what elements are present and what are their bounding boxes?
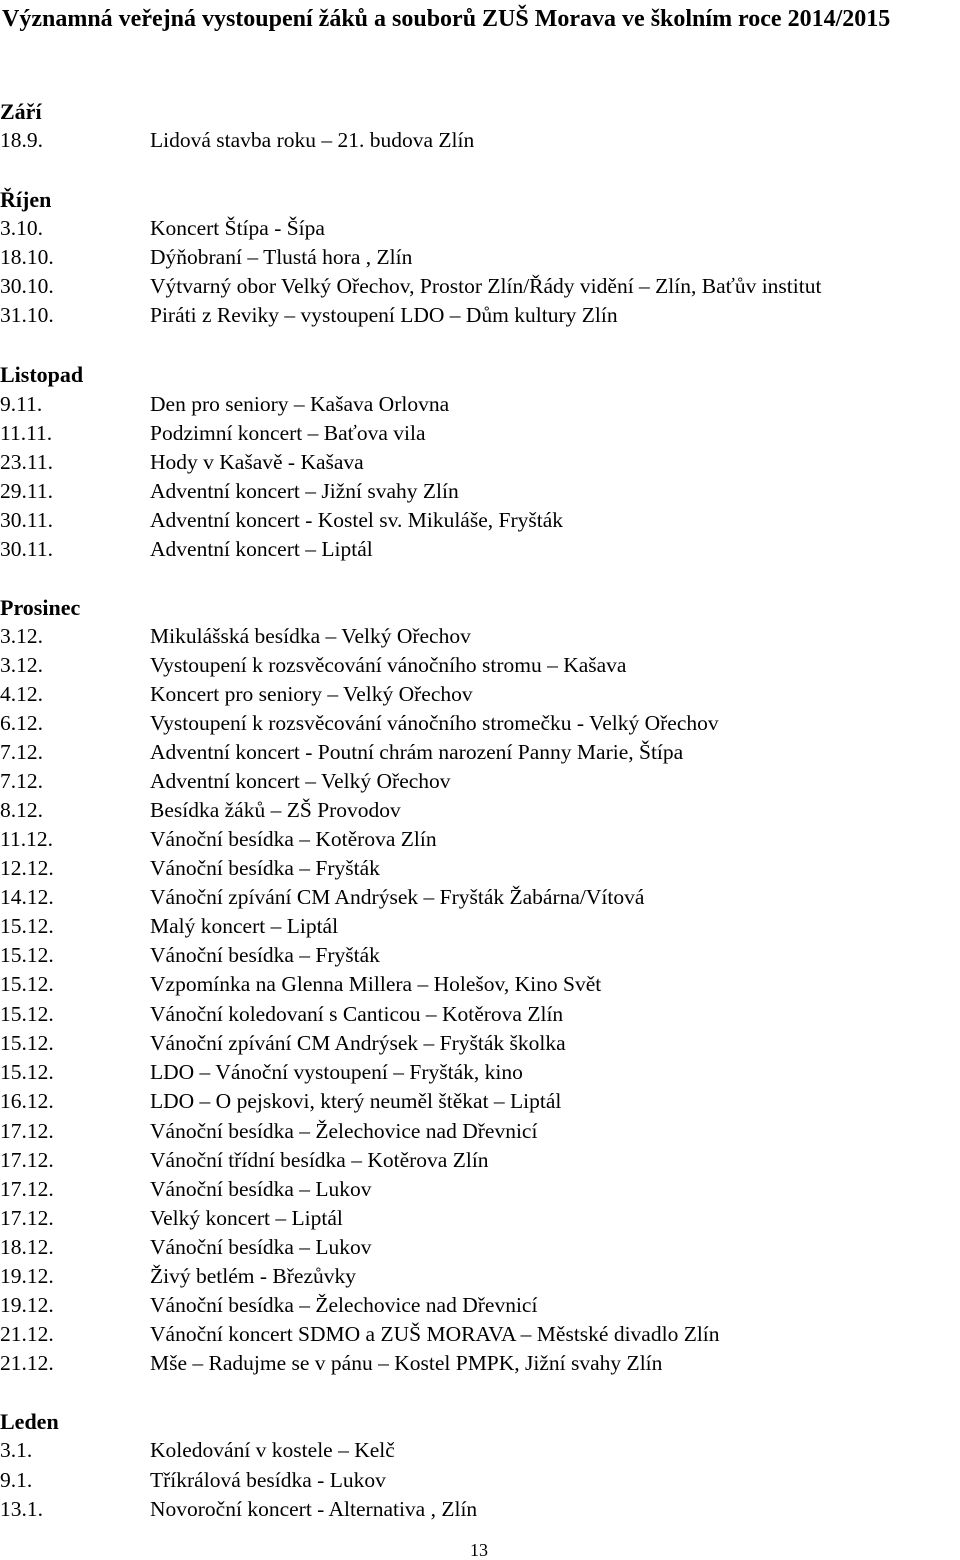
event-description: Vánoční besídka – Fryšták [150,856,380,880]
event-description: Velký koncert – Liptál [150,1206,343,1230]
event-date: 30.11. [0,508,53,532]
document-title: Významná veřejná vystoupení žáků a souborů ZUŠ Morava ve školním roce 2014/2015 [2,6,891,32]
event-date: 3.1. [0,1438,33,1462]
event-date: 16.12. [0,1089,54,1113]
event-date: 21.12. [0,1322,54,1346]
event-date: 17.12. [0,1119,54,1143]
event-description: Vystoupení k rozsvěcování vánočního stromečku - Velký Ořechov [150,711,719,735]
page-number: 13 [470,1540,488,1560]
event-description: Vánoční besídka – Kotěrova Zlín [150,827,437,851]
event-description: Vánoční třídní besídka – Kotěrova Zlín [150,1148,489,1172]
event-date: 18.9. [0,128,43,152]
event-date: 7.12. [0,769,43,793]
event-date: 19.12. [0,1293,54,1317]
event-date: 15.12. [0,943,54,967]
event-description: Lidová stavba roku – 21. budova Zlín [150,128,475,152]
event-date: 15.12. [0,1031,54,1055]
event-date: 11.12. [0,827,53,851]
event-description: Hody v Kašavě - Kašava [150,450,364,474]
event-date: 18.10. [0,245,54,269]
event-date: 19.12. [0,1264,54,1288]
event-date: 21.12. [0,1351,54,1375]
event-description: Vystoupení k rozsvěcování vánočního stromu – Kašava [150,653,627,677]
event-description: Adventní koncert - Poutní chrám narození Panny Marie, Štípa [150,740,684,764]
event-date: 9.11. [0,392,43,416]
event-date: 12.12. [0,856,54,880]
event-description: Vánoční besídka – Fryšták [150,943,380,967]
event-date: 17.12. [0,1177,54,1201]
event-description: Mikulášská besídka – Velký Ořechov [150,624,471,648]
event-description: Adventní koncert – Velký Ořechov [150,769,451,793]
event-description: Dýňobraní – Tlustá hora , Zlín [150,245,413,269]
month-heading-prosinec: Prosinec [0,595,81,620]
month-heading-leden: Leden [0,1409,59,1434]
event-date: 15.12. [0,1060,54,1084]
event-description: Koncert pro seniory – Velký Ořechov [150,682,473,706]
event-date: 17.12. [0,1148,54,1172]
event-date: 23.11. [0,450,53,474]
event-description: Vánoční koncert SDMO a ZUŠ MORAVA – Městské divadlo Zlín [150,1322,720,1346]
event-date: 4.12. [0,682,43,706]
event-date: 15.12. [0,972,54,996]
event-description: Koledování v kostele – Kelč [150,1438,395,1462]
event-date: 3.10. [0,216,43,240]
event-description: Mše – Radujme se v pánu – Kostel PMPK, Jižní svahy Zlín [150,1351,663,1375]
event-date: 15.12. [0,1002,54,1026]
month-heading-listopad: Listopad [0,362,84,387]
month-heading-rijen: Říjen [0,187,52,212]
event-description: Vánoční besídka – Lukov [150,1235,372,1259]
event-description: Vánoční besídka – Želechovice nad Dřevnicí [150,1293,538,1317]
event-description: Podzimní koncert – Baťova vila [150,421,426,445]
month-heading-zari: Září [0,99,42,124]
event-description: Živý betlém - Březůvky [150,1264,356,1288]
event-date: 17.12. [0,1206,54,1230]
event-description: Vánoční koledovaní s Canticou – Kotěrova Zlín [150,1002,564,1026]
event-date: 3.12. [0,624,43,648]
event-date: 13.1. [0,1497,43,1521]
event-description: Vánoční besídka – Lukov [150,1177,372,1201]
event-description: Vánoční zpívání CM Andrýsek – Fryšták školka [150,1031,566,1055]
event-description: Novoroční koncert - Alternativa , Zlín [150,1497,478,1521]
event-date: 30.11. [0,537,53,561]
event-date: 15.12. [0,914,54,938]
event-description: Piráti z Reviky – vystoupení LDO – Dům kultury Zlín [150,303,618,327]
event-date: 18.12. [0,1235,54,1259]
event-date: 31.10. [0,303,54,327]
event-date: 7.12. [0,740,43,764]
event-date: 3.12. [0,653,43,677]
event-date: 29.11. [0,479,53,503]
event-date: 9.1. [0,1468,33,1492]
event-description: Adventní koncert – Jižní svahy Zlín [150,479,459,503]
event-description: Výtvarný obor Velký Ořechov, Prostor Zlín/Řády vidění – Zlín, Baťův institut [150,274,822,298]
event-description: Vánoční besídka – Želechovice nad Dřevnicí [150,1119,538,1143]
event-description: Adventní koncert - Kostel sv. Mikuláše, Fryšták [150,508,564,532]
event-description: LDO – Vánoční vystoupení – Fryšták, kino [150,1060,523,1084]
event-description: Besídka žáků – ZŠ Provodov [150,798,401,822]
event-date: 8.12. [0,798,43,822]
event-description: Den pro seniory – Kašava Orlovna [150,392,450,416]
event-description: Vánoční zpívání CM Andrýsek – Fryšták Žabárna/Vítová [150,885,645,909]
event-description: LDO – O pejskovi, který neuměl štěkat – Liptál [150,1089,562,1113]
event-description: Malý koncert – Liptál [150,914,339,938]
event-date: 14.12. [0,885,54,909]
event-description: Adventní koncert – Liptál [150,537,373,561]
event-date: 11.11. [0,421,53,445]
event-date: 30.10. [0,274,54,298]
event-description: Vzpomínka na Glenna Millera – Holešov, Kino Svět [150,972,602,996]
event-description: Koncert Štípa - Šípa [150,216,325,240]
event-description: Tříkrálová besídka - Lukov [150,1468,386,1492]
event-date: 6.12. [0,711,43,735]
